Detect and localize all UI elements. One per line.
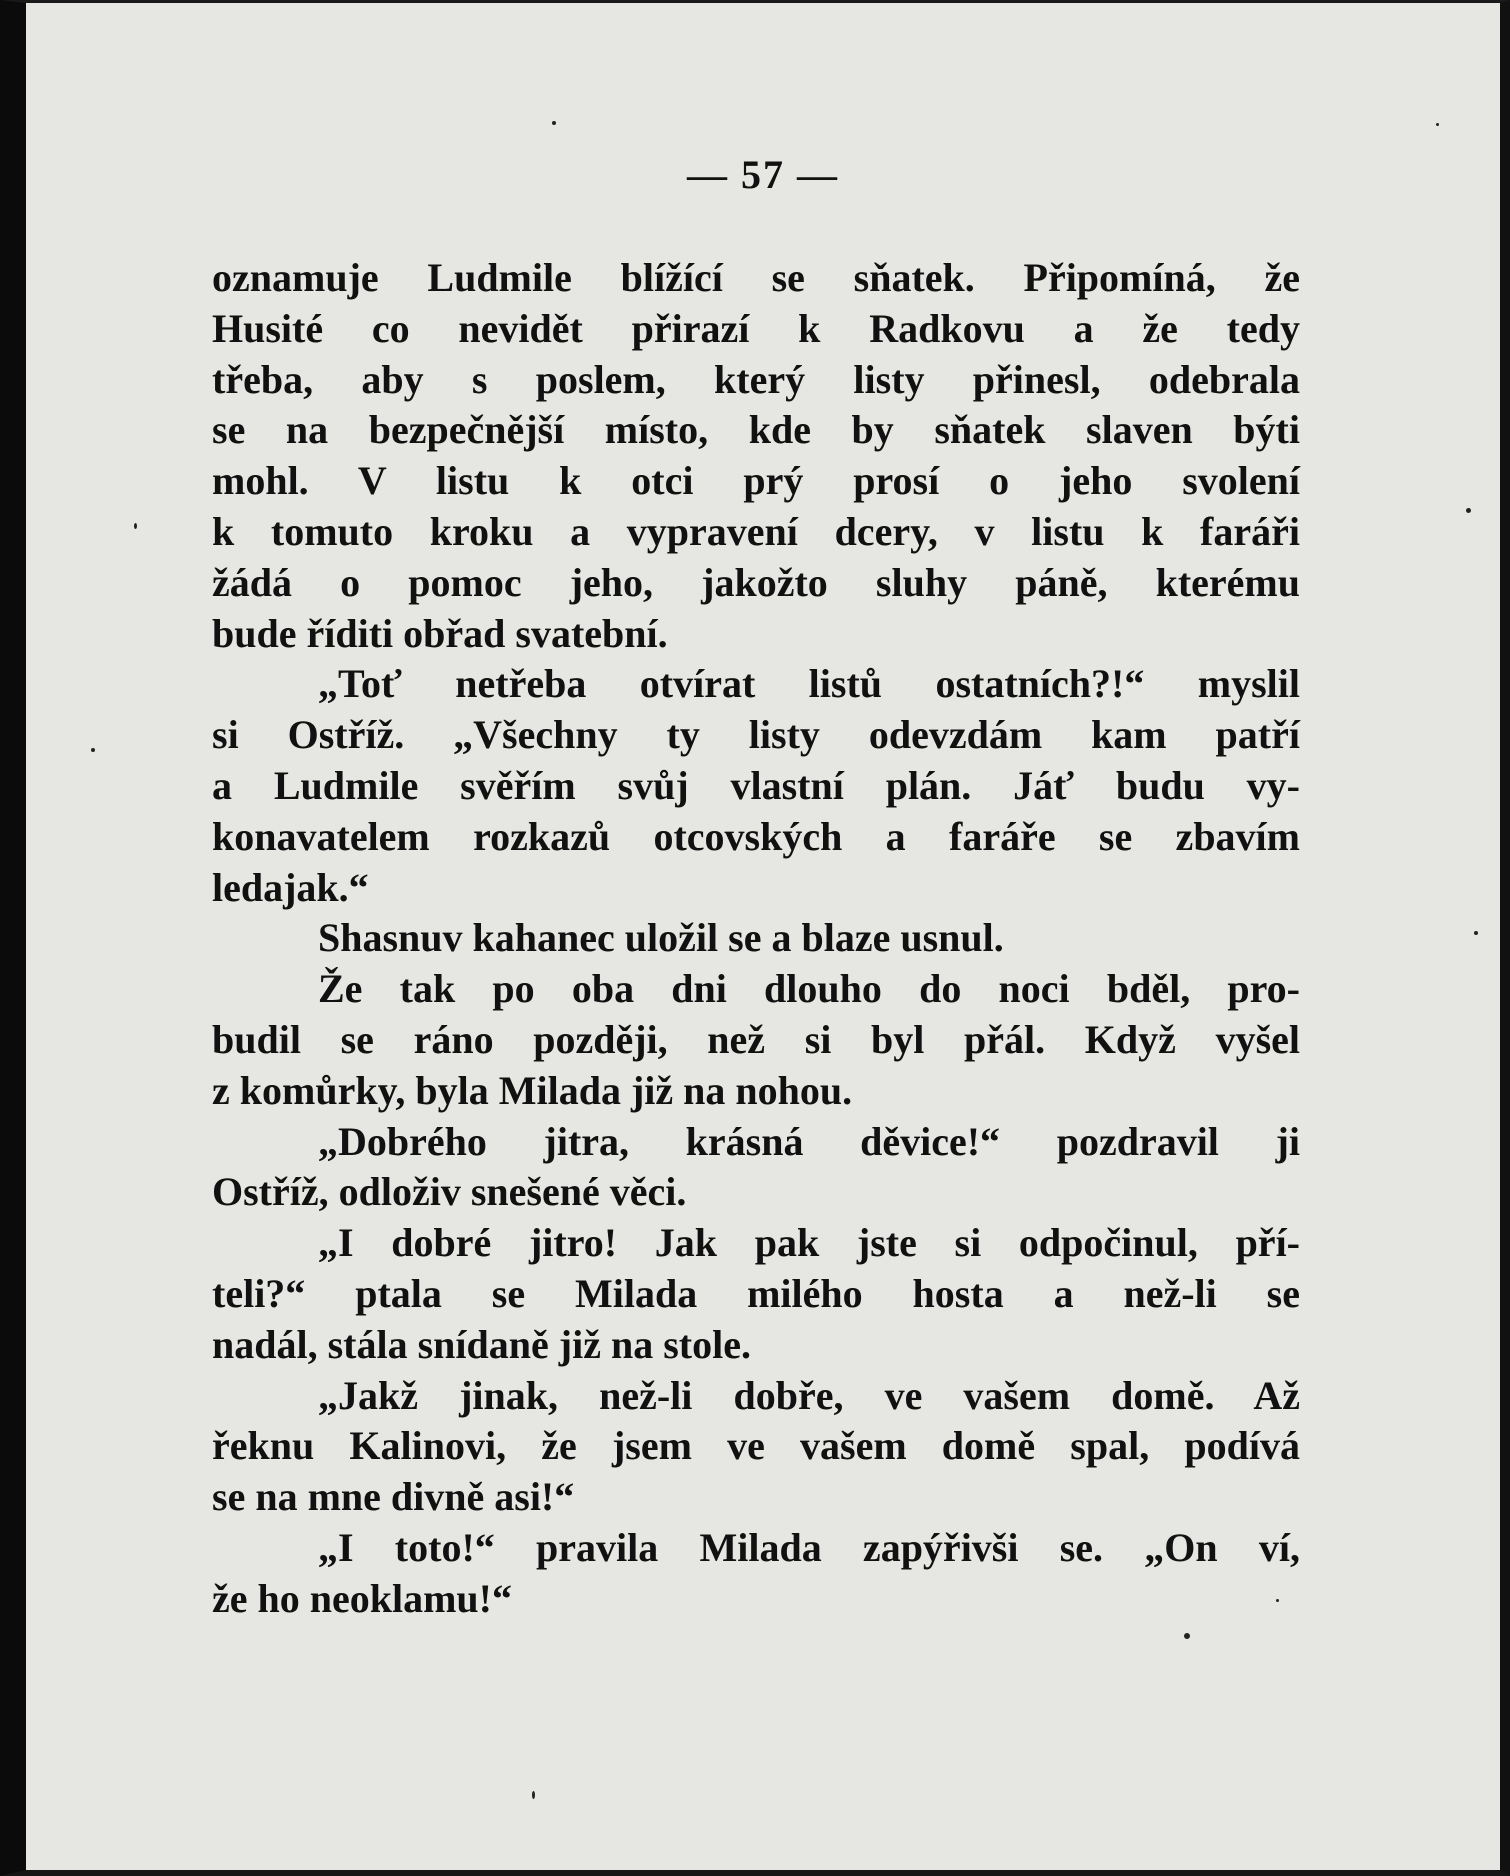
text-line: ledajak.“ <box>212 864 369 910</box>
text-line: k tomuto kroku a vypravení dcery, v listu k faráři <box>212 508 1300 554</box>
text-line: teli?“ ptala se Milada milého hosta a než-li se <box>212 1270 1300 1316</box>
text-line: a Ludmile svěřím svůj vlastní plán. Jáť budu vy- <box>212 762 1300 808</box>
scan-speck <box>532 1791 535 1799</box>
text-line: budil se ráno později, než si byl přál. Když vyšel <box>212 1016 1300 1062</box>
scan-speck <box>1184 1633 1190 1639</box>
text-line: bude říditi obřad svatební. <box>212 610 668 656</box>
text-line: Husité co nevidět přirazí k Radkovu a že tedy <box>212 305 1300 351</box>
text-line: „I toto!“ pravila Milada zapýřivši se. „On ví, <box>318 1524 1300 1570</box>
text-line: „Toť netřeba otvírat listů ostatních?!“ myslil <box>318 661 1300 707</box>
text-line: konavatelem rozkazů otcovských a faráře se zbavím <box>212 813 1300 859</box>
scan-speck <box>91 748 95 752</box>
text-line: „Jakž jinak, než-li dobře, ve vašem domě. Až <box>318 1372 1300 1418</box>
scan-speck <box>552 121 556 125</box>
text-line: se na bezpečnější místo, kde by sňatek slaven býti <box>212 407 1300 453</box>
text-line: nadál, stála snídaně již na stole. <box>212 1321 751 1367</box>
text-line: oznamuje Ludmile blížící se sňatek. Připomíná, že <box>212 255 1300 300</box>
text-line: si Ostříž. „Všechny ty listy odevzdám kam patří <box>212 712 1300 758</box>
page-number: — 57 — <box>687 152 839 197</box>
scan-speck <box>134 523 137 529</box>
text-line: Že tak po oba dni dlouho do noci bděl, pro- <box>318 966 1300 1012</box>
text-line: že ho neoklamu!“ <box>212 1575 512 1621</box>
text-line: „Dobrého jitra, krásná děvice!“ pozdravil ji <box>318 1118 1300 1164</box>
text-line: Shasnuv kahanec uložil se a blaze usnul. <box>318 915 1004 961</box>
text-line: se na mne divně asi!“ <box>212 1474 575 1520</box>
scan-speck <box>1466 508 1471 513</box>
body-text <box>212 253 1300 1625</box>
text-line: Ostříž, odloživ snešené věci. <box>212 1169 687 1215</box>
text-line: „I dobré jitro! Jak pak jste si odpočinul, pří- <box>318 1220 1300 1266</box>
text-line: řeknu Kalinovi, že jsem ve vašem domě spal, podívá <box>212 1423 1300 1469</box>
text-line: žádá o pomoc jeho, jakožto sluhy páně, kterému <box>212 559 1300 605</box>
scan-speck <box>1436 123 1439 126</box>
scan-speck <box>1474 931 1478 935</box>
text-line: z komůrky, byla Milada již na nohou. <box>212 1067 853 1113</box>
text-line: třeba, aby s poslem, který listy přinesl, odebrala <box>212 356 1300 402</box>
text-line: mohl. V listu k otci prý prosí o jeho svolení <box>212 458 1300 504</box>
